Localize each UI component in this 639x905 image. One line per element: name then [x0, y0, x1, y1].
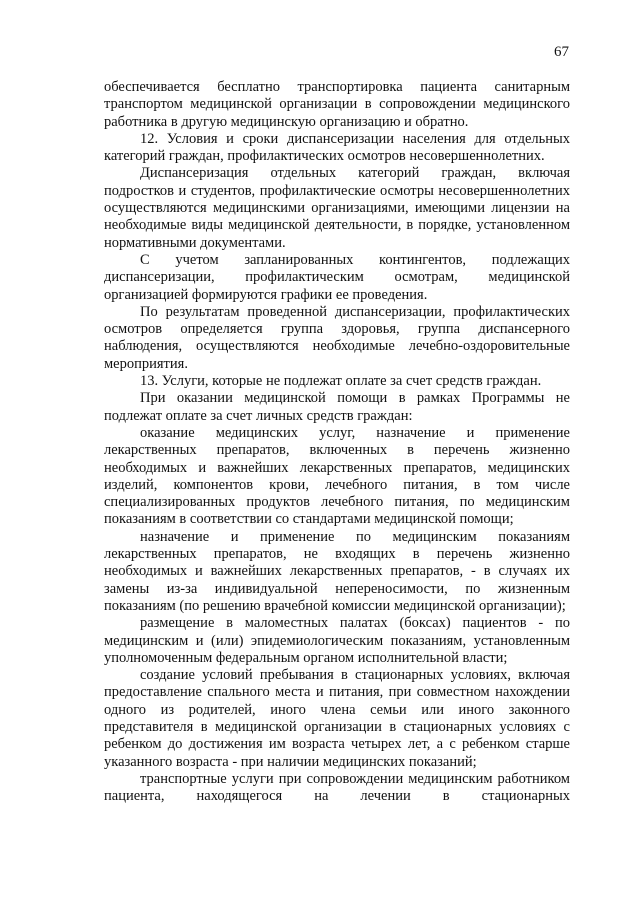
list-item: оказание медицинских услуг, назначение и применение лекарственных препаратов, включенных в перечень жизненно необходимых и важнейших лекарственных препаратов, медицинских изделий, компонентов крови, лечебного питания, в том числе специализированных продуктов лечебного питания, по медицинским показаниям в соответствии со стандартами медицинской помощи;: [104, 424, 570, 528]
paragraph: Диспансеризация отдельных категорий граждан, включая подростков и студентов, профилактические осмотры несовершеннолетних осуществляются медицинскими организациями, имеющими лицензии на необходимые виды медицинской деятельности, в порядке, установленном нормативными документами.: [104, 165, 570, 251]
page-number: 67: [554, 44, 569, 60]
list-item: назначение и применение по медицинским показаниям лекарственных препаратов, не входящих в перечень жизненно необходимых и важнейших лекарственных препаратов, - в случаях их замены из-за индивидуальной непереносимости, по жизненным показаниям (по решению врачебной комиссии медицинской организации);: [104, 528, 570, 614]
document-body: [104, 79, 570, 805]
list-item: создание условий пребывания в стационарных условиях, включая предоставление спального места и питания, при совместном нахождении одного из родителей, иного члена семьи или иного законного представителя в медицинской организации в стационарных условиях с ребенком до достижения им возраста четырех лет, а с ребенком старше указанного возраста - при наличии медицинских показаний;: [104, 667, 570, 770]
list-item: размещение в маломестных палатах (боксах) пациентов - по медицинским и (или) эпидемиологическим показаниям, установленным уполномоченным федеральным органом исполнительной власти;: [104, 615, 570, 666]
section-heading-12: 12. Условия и сроки диспансеризации населения для отдельных категорий граждан, профилактических осмотров несовершеннолетних.: [104, 130, 570, 165]
section-heading-13: 13. Услуги, которые не подлежат оплате за счет средств граждан.: [140, 373, 542, 390]
paragraph: С учетом запланированных контингентов, подлежащих диспансеризации, профилактическим осмотрам, медицинской организацией формируются графики ее проведения.: [104, 251, 570, 303]
list-item: транспортные услуги при сопровождении медицинским работником пациента, находящегося на лечении в стационарных: [104, 770, 570, 805]
paragraph: По результатам проведенной диспансеризации, профилактических осмотров определяется группа здоровья, группа диспансерного наблюдения, осуществляются необходимые лечебно-оздоровительные мероприятия.: [104, 303, 570, 372]
paragraph-continued: обеспечивается бесплатно транспортировка пациента санитарным транспортом медицинской организации в сопровождении медицинского работника в другую медицинскую организацию и обратно.: [104, 79, 570, 130]
paragraph: При оказании медицинской помощи в рамках Программы не подлежат оплате за счет личных средств граждан:: [104, 390, 570, 424]
